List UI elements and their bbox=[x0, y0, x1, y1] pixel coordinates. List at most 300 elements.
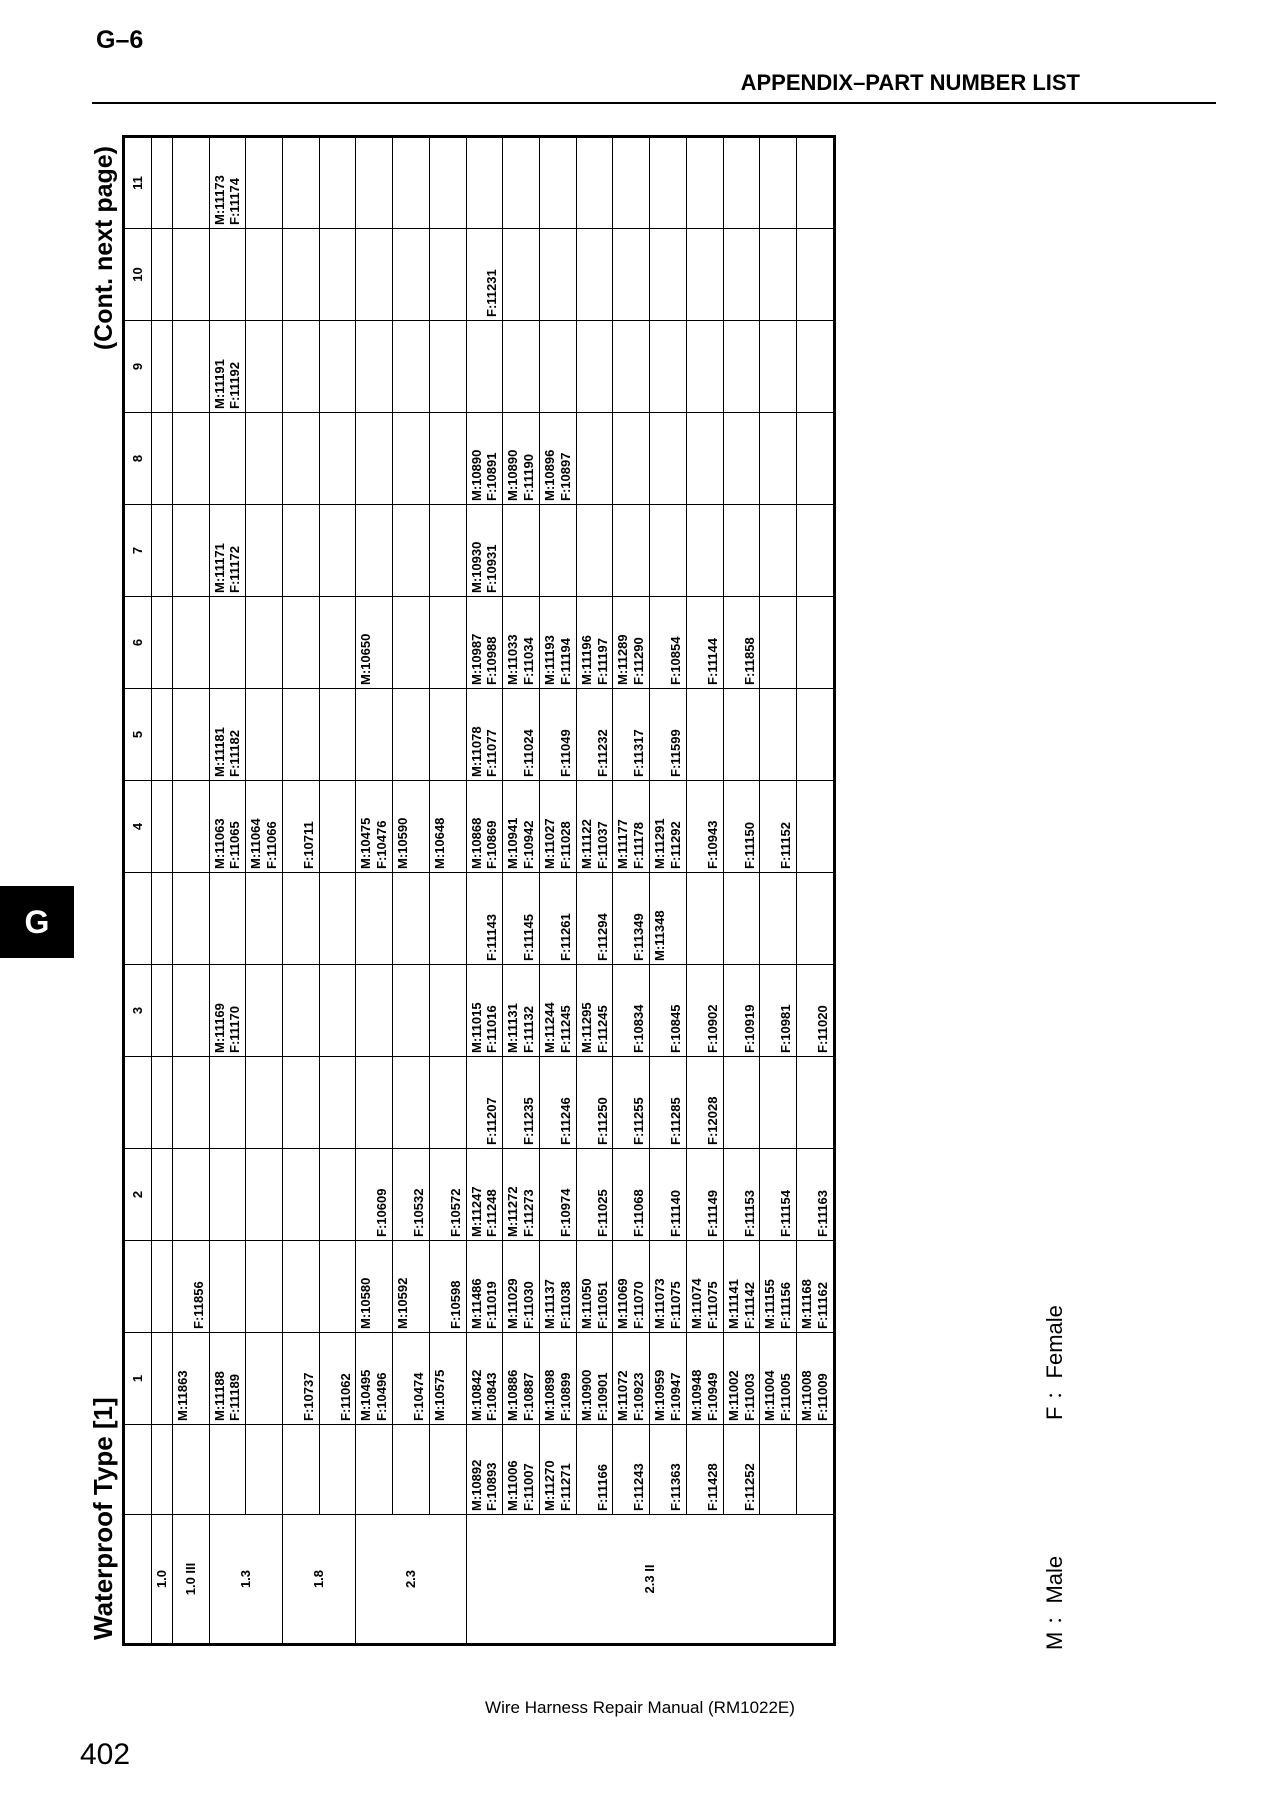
part-number bbox=[175, 968, 191, 1053]
part-number-cell bbox=[723, 965, 760, 1057]
part-number bbox=[154, 1428, 170, 1511]
part-number: M:11027 bbox=[542, 818, 558, 869]
part-number-cell bbox=[356, 229, 393, 321]
part-number: M:11131 bbox=[505, 1003, 521, 1053]
part-number bbox=[248, 1428, 264, 1511]
part-number bbox=[248, 968, 264, 1053]
part-number bbox=[322, 1428, 338, 1511]
part-number bbox=[285, 141, 301, 225]
part-number bbox=[762, 324, 778, 409]
part-number-cell bbox=[429, 413, 466, 505]
part-number: F:10598 bbox=[447, 1280, 463, 1329]
part-number bbox=[505, 232, 521, 317]
part-number: F:11068 bbox=[631, 1189, 647, 1237]
part-number: F:11232 bbox=[594, 729, 610, 777]
part-number: F:10532 bbox=[411, 1188, 427, 1237]
section-title: APPENDIX–PART NUMBER LIST bbox=[740, 70, 1080, 95]
column-header: 5 bbox=[124, 689, 152, 781]
part-number: M:10941 bbox=[505, 817, 521, 869]
part-number-cell bbox=[283, 413, 320, 505]
part-number-cell bbox=[356, 137, 393, 229]
part-number-cell bbox=[576, 505, 613, 597]
part-number bbox=[285, 692, 301, 777]
part-number: M:10900 bbox=[578, 1369, 594, 1421]
part-number-cell bbox=[540, 689, 577, 781]
part-number-cell bbox=[152, 1241, 173, 1333]
part-number-cell bbox=[152, 413, 173, 505]
part-number-cell bbox=[650, 1425, 687, 1515]
part-number: M:11295 bbox=[578, 1002, 594, 1053]
part-number bbox=[689, 1428, 705, 1511]
part-number-cell bbox=[283, 1057, 320, 1149]
part-number: M:10592 bbox=[395, 1277, 411, 1329]
part-number bbox=[542, 232, 558, 317]
part-number bbox=[432, 692, 448, 777]
part-number: M:11073 bbox=[652, 1278, 668, 1329]
part-number: M:11072 bbox=[615, 1370, 631, 1421]
part-number bbox=[469, 876, 485, 961]
part-number-cell bbox=[356, 689, 393, 781]
continued-note: (Cont. next page) bbox=[90, 146, 118, 351]
part-number-cell bbox=[283, 873, 320, 965]
part-number bbox=[395, 1336, 411, 1421]
part-number: F:11271 bbox=[557, 1463, 573, 1511]
part-number: F:10988 bbox=[484, 636, 500, 685]
part-number: F:11024 bbox=[521, 729, 537, 777]
part-number: F:11190 bbox=[521, 454, 537, 501]
part-number-cell bbox=[613, 1425, 650, 1515]
part-number-cell bbox=[613, 321, 650, 413]
part-number-cell bbox=[152, 873, 173, 965]
part-number: F:11261 bbox=[557, 913, 573, 961]
part-number-cell bbox=[797, 1333, 835, 1425]
part-number-cell bbox=[172, 1241, 209, 1333]
part-number-cell bbox=[760, 965, 797, 1057]
part-number-cell bbox=[466, 597, 503, 689]
part-number-cell bbox=[760, 1057, 797, 1149]
part-number bbox=[762, 508, 778, 593]
table-row bbox=[283, 137, 320, 1645]
part-number: F:11034 bbox=[521, 637, 537, 685]
part-number-cell bbox=[760, 1149, 797, 1241]
part-number-cell bbox=[466, 1425, 503, 1515]
part-number bbox=[432, 1152, 448, 1237]
part-number bbox=[248, 1060, 264, 1145]
part-number: F:11143 bbox=[484, 914, 500, 961]
part-number-cell bbox=[283, 505, 320, 597]
part-number bbox=[579, 232, 595, 317]
part-number-cell bbox=[356, 1057, 393, 1149]
part-number: F:10737 bbox=[300, 1372, 316, 1421]
part-number: F:11065 bbox=[227, 821, 243, 869]
part-number-cell bbox=[246, 1149, 283, 1241]
part-number-cell bbox=[319, 413, 356, 505]
part-number-cell bbox=[356, 1241, 393, 1333]
part-number bbox=[469, 1060, 485, 1145]
part-number-cell bbox=[540, 873, 577, 965]
part-number: M:11348 bbox=[652, 910, 668, 961]
part-number bbox=[726, 784, 742, 869]
part-number: F:11037 bbox=[594, 821, 610, 869]
part-number bbox=[505, 1060, 521, 1145]
part-number-cell bbox=[503, 137, 540, 229]
part-number-cell bbox=[393, 689, 430, 781]
part-number-cell bbox=[209, 597, 246, 689]
part-number-cell bbox=[246, 229, 283, 321]
part-number bbox=[799, 876, 815, 961]
part-number-cell bbox=[797, 505, 835, 597]
part-number bbox=[799, 1060, 815, 1145]
part-number-cell bbox=[650, 965, 687, 1057]
part-number-cell bbox=[429, 781, 466, 873]
part-number-cell bbox=[686, 137, 723, 229]
part-number: M:11006 bbox=[505, 1460, 521, 1511]
part-number bbox=[615, 324, 631, 409]
part-number bbox=[212, 416, 228, 501]
part-number-cell bbox=[246, 1057, 283, 1149]
part-number bbox=[322, 1336, 338, 1421]
part-number bbox=[154, 508, 170, 593]
part-number bbox=[395, 324, 411, 409]
part-number: F:11132 bbox=[521, 1006, 537, 1053]
part-number bbox=[358, 232, 374, 317]
part-number-cell bbox=[393, 1149, 430, 1241]
part-number: F:11182 bbox=[227, 730, 243, 777]
part-number: M:10842 bbox=[468, 1369, 484, 1421]
part-number-cell bbox=[209, 689, 246, 781]
part-number-cell bbox=[576, 597, 613, 689]
part-number-cell bbox=[429, 965, 466, 1057]
part-number-cell bbox=[613, 1241, 650, 1333]
part-number: F:11290 bbox=[631, 637, 647, 685]
part-number: F:11028 bbox=[557, 821, 573, 869]
part-number: F:11166 bbox=[594, 1464, 610, 1511]
header-rule bbox=[92, 102, 1216, 104]
part-number: F:11349 bbox=[631, 913, 647, 961]
part-number bbox=[285, 784, 301, 869]
part-number bbox=[726, 968, 742, 1053]
part-number bbox=[762, 692, 778, 777]
table-row bbox=[429, 137, 466, 1645]
part-number-cell bbox=[503, 597, 540, 689]
part-number-cell bbox=[152, 689, 173, 781]
part-number bbox=[615, 692, 631, 777]
part-number bbox=[322, 600, 338, 685]
column-header: 4 bbox=[124, 781, 152, 873]
part-number-cell bbox=[466, 137, 503, 229]
part-number bbox=[358, 876, 374, 961]
part-number bbox=[322, 784, 338, 869]
part-number: M:11188 bbox=[211, 1371, 227, 1421]
part-number: F:11140 bbox=[668, 1190, 684, 1237]
part-number-cell bbox=[172, 1149, 209, 1241]
part-number-cell bbox=[246, 505, 283, 597]
table-row bbox=[246, 137, 283, 1645]
part-number bbox=[615, 876, 631, 961]
legend-female: F ：Female bbox=[1042, 1305, 1067, 1420]
part-number-cell bbox=[429, 1149, 466, 1241]
part-number: M:10648 bbox=[431, 817, 447, 869]
part-number bbox=[395, 141, 411, 225]
part-number bbox=[579, 1428, 595, 1511]
part-number: M:11122 bbox=[578, 819, 594, 869]
part-number-cell bbox=[797, 229, 835, 321]
part-number: F:11858 bbox=[741, 637, 757, 685]
part-number: F:11363 bbox=[668, 1463, 684, 1511]
part-number bbox=[542, 1060, 558, 1145]
part-number-cell bbox=[686, 1425, 723, 1515]
part-number bbox=[726, 508, 742, 593]
part-number bbox=[799, 600, 815, 685]
part-number bbox=[762, 876, 778, 961]
part-number bbox=[248, 876, 264, 961]
part-number-cell bbox=[686, 413, 723, 505]
part-number-cell bbox=[576, 1149, 613, 1241]
part-number-cell bbox=[797, 689, 835, 781]
part-number-cell bbox=[503, 321, 540, 413]
part-number bbox=[248, 600, 264, 685]
part-number-cell bbox=[319, 781, 356, 873]
part-number bbox=[762, 232, 778, 317]
part-number-cell bbox=[686, 781, 723, 873]
part-number-cell bbox=[172, 1333, 209, 1425]
part-number bbox=[175, 784, 191, 869]
part-number bbox=[175, 600, 191, 685]
part-number bbox=[212, 600, 228, 685]
part-number: F:10947 bbox=[668, 1372, 684, 1421]
part-number bbox=[689, 876, 705, 961]
part-number: M:10896 bbox=[542, 449, 558, 501]
part-number-cell bbox=[613, 505, 650, 597]
part-number: M:11171 bbox=[211, 543, 227, 593]
part-number: M:11169 bbox=[211, 1003, 227, 1053]
part-number: F:11149 bbox=[704, 1190, 720, 1237]
size-column-header bbox=[124, 1515, 152, 1645]
part-number bbox=[799, 1152, 815, 1237]
part-number: M:11155 bbox=[762, 1279, 778, 1329]
part-number-cell bbox=[393, 781, 430, 873]
part-number-cell bbox=[429, 1057, 466, 1149]
part-number: M:11289 bbox=[615, 634, 631, 685]
part-number: F:10897 bbox=[557, 452, 573, 501]
part-number bbox=[469, 232, 485, 317]
part-number-cell bbox=[246, 689, 283, 781]
part-number: F:11156 bbox=[778, 1282, 794, 1329]
part-number-cell bbox=[466, 1241, 503, 1333]
part-number: F:10891 bbox=[484, 452, 500, 501]
part-number-cell bbox=[429, 1333, 466, 1425]
part-number-cell bbox=[723, 781, 760, 873]
part-number-cell bbox=[172, 321, 209, 413]
part-number bbox=[395, 1152, 411, 1237]
part-number-cell bbox=[723, 413, 760, 505]
part-number bbox=[395, 508, 411, 593]
part-number: F:11285 bbox=[668, 1097, 684, 1145]
part-number-cell bbox=[246, 1333, 283, 1425]
part-number-cell bbox=[686, 689, 723, 781]
part-number: M:11002 bbox=[725, 1370, 741, 1421]
part-number bbox=[726, 876, 742, 961]
part-number bbox=[579, 876, 595, 961]
part-number-cell bbox=[503, 965, 540, 1057]
part-number bbox=[358, 968, 374, 1053]
part-number-cell bbox=[613, 413, 650, 505]
part-number bbox=[154, 1336, 170, 1421]
wire-size-cell: 1.8 bbox=[283, 1515, 356, 1645]
part-number bbox=[212, 1060, 228, 1145]
column-header bbox=[124, 1057, 152, 1149]
part-number: F:11207 bbox=[484, 1097, 500, 1145]
part-number: M:11247 bbox=[468, 1186, 484, 1237]
part-number-cell bbox=[576, 1241, 613, 1333]
part-number bbox=[615, 1060, 631, 1145]
part-number-cell bbox=[760, 1425, 797, 1515]
part-number bbox=[358, 324, 374, 409]
table-row bbox=[319, 137, 356, 1645]
part-number-cell bbox=[760, 229, 797, 321]
part-number: F:11231 bbox=[484, 269, 500, 317]
part-number: F:10893 bbox=[484, 1462, 500, 1511]
part-number: F:11144 bbox=[704, 638, 720, 685]
part-number: F:11243 bbox=[631, 1463, 647, 1511]
part-number: F:11317 bbox=[631, 729, 647, 777]
part-number-cell bbox=[540, 597, 577, 689]
part-number-cell bbox=[283, 229, 320, 321]
part-number bbox=[358, 1060, 374, 1145]
part-number bbox=[652, 600, 668, 685]
part-number-cell bbox=[540, 137, 577, 229]
part-number-cell bbox=[723, 873, 760, 965]
part-number-cell bbox=[760, 505, 797, 597]
part-number bbox=[432, 600, 448, 685]
part-number: F:11038 bbox=[557, 1281, 573, 1329]
table-row bbox=[172, 137, 209, 1645]
part-number: F:10474 bbox=[411, 1372, 427, 1421]
table-row bbox=[576, 137, 613, 1645]
part-number: F:11145 bbox=[521, 914, 537, 961]
part-number-cell bbox=[650, 873, 687, 965]
part-number-cell bbox=[760, 321, 797, 413]
part-number-cell bbox=[723, 597, 760, 689]
part-number: F:10919 bbox=[741, 1004, 757, 1053]
part-number-cell bbox=[319, 505, 356, 597]
part-number-cell bbox=[576, 321, 613, 413]
part-number: F:11248 bbox=[484, 1189, 500, 1237]
part-number: F:10854 bbox=[668, 636, 684, 685]
table-row bbox=[503, 137, 540, 1645]
part-number: F:11428 bbox=[704, 1463, 720, 1511]
part-number bbox=[154, 968, 170, 1053]
part-number-cell bbox=[650, 1149, 687, 1241]
part-number-cell bbox=[209, 965, 246, 1057]
part-number-cell bbox=[723, 505, 760, 597]
part-number-cell bbox=[429, 321, 466, 413]
part-number-cell bbox=[319, 1149, 356, 1241]
part-number: F:10869 bbox=[484, 820, 500, 869]
part-number bbox=[432, 876, 448, 961]
part-number: F:11066 bbox=[264, 821, 280, 869]
part-number-cell bbox=[209, 873, 246, 965]
part-number-cell bbox=[172, 1057, 209, 1149]
part-number: M:10886 bbox=[505, 1369, 521, 1421]
part-number bbox=[248, 1336, 264, 1421]
part-number bbox=[358, 141, 374, 225]
part-number bbox=[248, 324, 264, 409]
part-number bbox=[395, 416, 411, 501]
part-number bbox=[689, 600, 705, 685]
part-number-cell bbox=[613, 873, 650, 965]
footer-manual-title: Wire Harness Repair Manual (RM1022E) bbox=[485, 1698, 795, 1717]
part-number: F:11150 bbox=[741, 822, 757, 869]
part-number-cell bbox=[503, 1149, 540, 1241]
part-number-cell bbox=[283, 597, 320, 689]
part-number-cell bbox=[152, 597, 173, 689]
part-number bbox=[175, 232, 191, 317]
part-number: F:10942 bbox=[521, 820, 537, 869]
part-number-cell bbox=[540, 1057, 577, 1149]
part-number-cell bbox=[356, 413, 393, 505]
part-number-cell bbox=[723, 1425, 760, 1515]
part-number-cell bbox=[503, 873, 540, 965]
part-number-cell bbox=[356, 505, 393, 597]
part-number-cell bbox=[760, 873, 797, 965]
part-number bbox=[432, 141, 448, 225]
part-number bbox=[322, 1060, 338, 1145]
part-number-cell bbox=[650, 137, 687, 229]
part-number: F:11062 bbox=[337, 1373, 353, 1421]
part-number: F:11194 bbox=[557, 638, 573, 685]
part-number bbox=[395, 1428, 411, 1511]
part-number bbox=[799, 416, 815, 501]
part-number: M:11191 bbox=[211, 359, 227, 409]
part-number-cell bbox=[650, 1057, 687, 1149]
part-number: M:11177 bbox=[615, 819, 631, 869]
part-number: F:11162 bbox=[814, 1282, 830, 1329]
part-number: M:11168 bbox=[799, 1279, 815, 1329]
part-number-cell bbox=[797, 1241, 835, 1333]
part-number-cell bbox=[466, 321, 503, 413]
part-number bbox=[689, 508, 705, 593]
part-number-cell bbox=[319, 873, 356, 965]
part-number bbox=[579, 1060, 595, 1145]
part-number bbox=[154, 1152, 170, 1237]
part-number bbox=[154, 692, 170, 777]
part-number-cell bbox=[393, 1057, 430, 1149]
part-number bbox=[285, 416, 301, 501]
part-number bbox=[248, 416, 264, 501]
part-number-cell bbox=[760, 781, 797, 873]
part-number-cell bbox=[152, 1425, 173, 1515]
table-body bbox=[152, 137, 835, 1645]
part-number: M:11244 bbox=[542, 1002, 558, 1053]
part-number bbox=[615, 141, 631, 225]
part-number-cell bbox=[246, 781, 283, 873]
part-number bbox=[154, 1060, 170, 1145]
part-number bbox=[726, 600, 742, 685]
column-header: 7 bbox=[124, 505, 152, 597]
part-number bbox=[285, 1336, 301, 1421]
part-number-cell bbox=[613, 1333, 650, 1425]
part-number-cell bbox=[466, 413, 503, 505]
part-number bbox=[689, 232, 705, 317]
part-number bbox=[395, 968, 411, 1053]
part-number bbox=[212, 1428, 228, 1511]
part-number-cell bbox=[152, 505, 173, 597]
part-number: M:11069 bbox=[615, 1278, 631, 1329]
part-number: F:11019 bbox=[484, 1281, 500, 1329]
part-number bbox=[322, 508, 338, 593]
part-number-cell bbox=[172, 873, 209, 965]
